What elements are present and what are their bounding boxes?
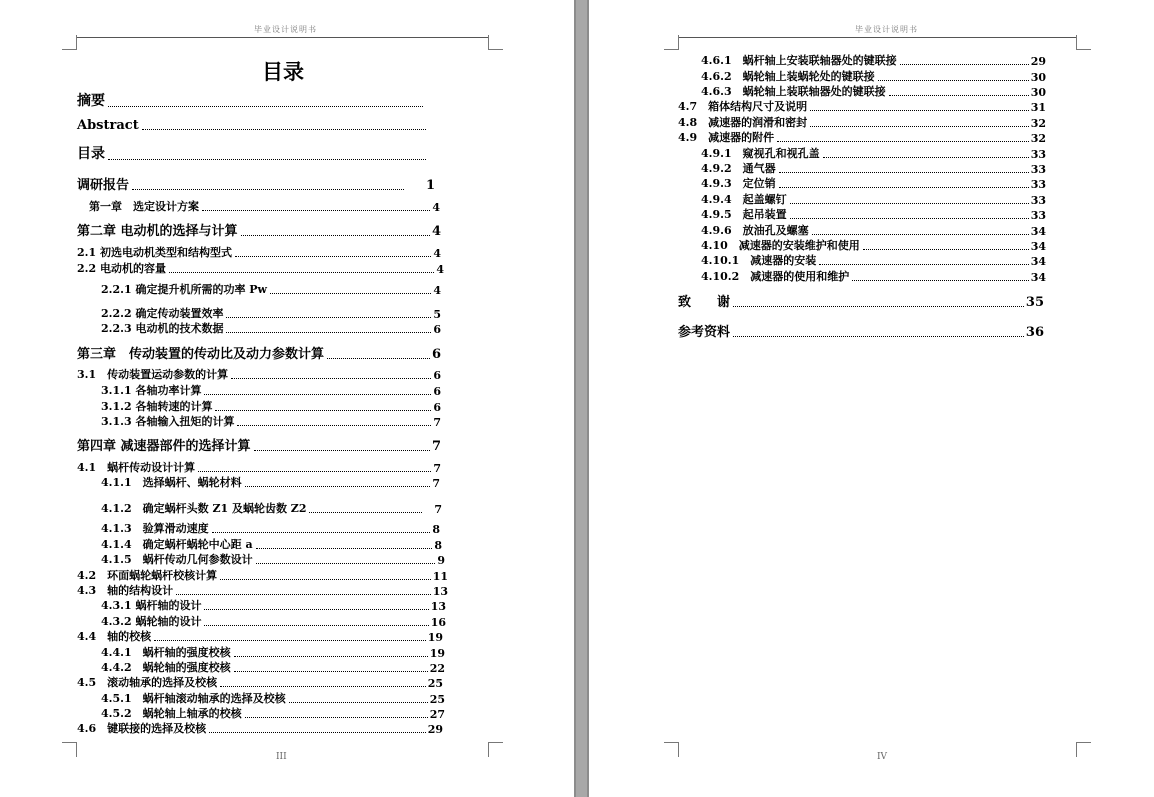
- toc-entry-page: 7: [434, 503, 442, 516]
- toc-entry[interactable]: [701, 83, 1046, 99]
- toc-entry[interactable]: [77, 628, 443, 644]
- toc-entry[interactable]: [701, 68, 1046, 84]
- toc-entry-page: 30: [1030, 71, 1046, 84]
- toc-entry[interactable]: [77, 582, 448, 598]
- dot-leader: [231, 378, 431, 379]
- dot-leader: [212, 532, 431, 533]
- toc-entry-page: 4: [431, 224, 441, 239]
- toc-entry-page: 27: [429, 708, 445, 721]
- toc-entry[interactable]: [101, 320, 441, 336]
- toc-entry-label: 致 谢: [678, 295, 731, 310]
- toc-entry-label: 4.10.2 减速器的使用和维护: [701, 270, 850, 283]
- toc-entry-label: 4.10.1 减速器的安装: [701, 254, 817, 267]
- toc-entry[interactable]: [701, 222, 1046, 238]
- toc-entry[interactable]: [101, 520, 440, 536]
- toc-entry-page: 4: [436, 263, 444, 276]
- dot-leader: [810, 110, 1029, 111]
- toc-entry-label: 3.1.3 各轴输入扭矩的计算: [101, 415, 235, 428]
- toc-entry-label: 4.9.3 定位销: [701, 177, 776, 190]
- dot-leader: [108, 159, 426, 160]
- toc-entry-label: 3.1.1 各轴功率计算: [101, 384, 202, 397]
- toc-entry-label: 4.7 箱体结构尺寸及说明: [678, 100, 808, 113]
- toc-entry-label: 4.3.2 蜗轮轴的设计: [101, 615, 202, 628]
- toc-entry-page: 33: [1030, 194, 1046, 207]
- toc-entry[interactable]: [101, 690, 445, 706]
- toc-entry-label: 目录: [77, 146, 105, 162]
- toc-entry-page: 13: [432, 585, 448, 598]
- toc-entry-page: 6: [433, 323, 441, 336]
- dot-leader: [169, 272, 434, 273]
- toc-entry-page: 32: [1030, 132, 1046, 145]
- toc-entry-label: 4.5.1 蜗杆轴滚动轴承的选择及校核: [101, 692, 286, 705]
- toc-entry-page: 19: [429, 647, 445, 660]
- crop-mark: [488, 35, 503, 50]
- toc-entry-label: 4.1.4 确定蜗杆蜗轮中心距 a: [101, 538, 253, 551]
- toc-entry-label: 4.9.2 通气器: [701, 162, 776, 175]
- page-header: 毕业设计说明书: [254, 25, 317, 34]
- crop-mark: [62, 742, 77, 757]
- toc-entry-label: 第三章 传动装置的传动比及动力参数计算: [77, 347, 325, 362]
- toc-entry[interactable]: [101, 705, 445, 721]
- toc-entry[interactable]: [101, 382, 441, 398]
- toc-entry-page: 34: [1030, 240, 1046, 253]
- dot-leader: [779, 172, 1029, 173]
- toc-entry-label: 调研报告: [77, 178, 130, 193]
- toc-entry-label: 4.4.2 蜗轮轴的强度校核: [101, 661, 231, 674]
- toc-entry-page: 7: [432, 477, 440, 490]
- toc-entry-page: 34: [1030, 271, 1046, 284]
- page-number: III: [276, 752, 287, 762]
- toc-entry-label: 参考资料: [678, 325, 731, 340]
- toc-entry-label: 4.1.2 确定蜗杆头数 Z1 及蜗轮齿数 Z2: [101, 502, 307, 515]
- dot-leader: [202, 210, 430, 211]
- toc-entry[interactable]: [101, 551, 445, 567]
- dot-leader: [142, 129, 426, 130]
- crop-mark: [664, 742, 679, 757]
- dot-leader: [237, 425, 431, 426]
- dot-leader: [777, 141, 1029, 142]
- toc-entry-label: 2.2.3 电动机的技术数据: [101, 322, 224, 335]
- dot-leader: [790, 203, 1029, 204]
- toc-entry[interactable]: [101, 474, 440, 490]
- toc-entry-page: 6: [433, 369, 441, 382]
- header-rule: [678, 37, 1076, 38]
- toc-entry-page: 13: [430, 600, 446, 613]
- dot-leader: [254, 450, 430, 451]
- dot-leader: [863, 249, 1029, 250]
- toc-entry[interactable]: [101, 613, 446, 629]
- toc-entry-page: 9: [437, 554, 445, 567]
- toc-entry-page: 4: [433, 284, 441, 297]
- toc-entry-label: 3.1 传动装置运动参数的计算: [77, 368, 229, 381]
- dot-leader: [289, 702, 428, 703]
- toc-entry-label: 4.9.1 窥视孔和视孔盖: [701, 147, 820, 160]
- dot-leader: [270, 293, 431, 294]
- dot-leader: [241, 235, 430, 236]
- dot-leader: [733, 306, 1024, 307]
- dot-leader: [235, 256, 431, 257]
- toc-entry[interactable]: [89, 198, 440, 214]
- toc-entry-page: 35: [1025, 295, 1044, 310]
- toc-entry-label: 4.6.3 蜗轮轴上装联轴器处的键联接: [701, 85, 886, 98]
- page-number: IV: [877, 752, 888, 762]
- toc-entry-page: 6: [433, 385, 441, 398]
- dot-leader: [245, 717, 428, 718]
- toc-entry-page: 33: [1030, 209, 1046, 222]
- toc-entry-label: 4.9.5 起吊装置: [701, 208, 787, 221]
- toc-title: 目录: [262, 59, 304, 84]
- crop-mark: [488, 742, 503, 757]
- toc-entry-page: 6: [433, 401, 441, 414]
- dot-leader: [226, 317, 431, 318]
- dot-leader: [823, 157, 1029, 158]
- toc-entry[interactable]: [701, 191, 1046, 207]
- dot-leader: [198, 471, 431, 472]
- toc-entry-label: 2.2.1 确定提升机所需的功率 Pw: [101, 283, 268, 296]
- dot-leader: [819, 264, 1028, 265]
- toc-entry[interactable]: [101, 659, 445, 675]
- toc-entry[interactable]: [678, 321, 1044, 340]
- header-rule: [76, 37, 488, 38]
- toc-entry[interactable]: [678, 129, 1046, 145]
- dot-leader: [215, 410, 431, 411]
- toc-entry[interactable]: [77, 567, 448, 583]
- toc-entry-page: 7: [433, 462, 441, 475]
- toc-entry-label: 4.1.3 验算滑动速度: [101, 522, 209, 535]
- toc-entry[interactable]: [77, 343, 441, 362]
- toc-entry-label: 4.2 环面蜗轮蜗杆校核计算: [77, 569, 218, 582]
- dot-leader: [889, 95, 1029, 96]
- toc-entry-page: 1: [425, 178, 435, 193]
- toc-entry-page: 33: [1030, 148, 1046, 161]
- toc-entry[interactable]: [101, 413, 441, 429]
- toc-entry-label: 4.8 减速器的润滑和密封: [678, 116, 808, 129]
- toc-entry[interactable]: [678, 291, 1044, 310]
- toc-entry[interactable]: [77, 118, 428, 133]
- toc-entry[interactable]: [77, 143, 428, 163]
- crop-mark: [664, 35, 679, 50]
- toc-entry-page: 4: [432, 201, 440, 214]
- toc-entry-page: 30: [1030, 86, 1046, 99]
- toc-entry-page: 29: [427, 723, 443, 736]
- crop-mark: [62, 35, 77, 50]
- toc-entry[interactable]: [77, 459, 441, 475]
- dot-leader: [204, 625, 428, 626]
- toc-entry-page: 22: [429, 662, 445, 675]
- toc-entry-label: 4.9.6 放油孔及螺塞: [701, 224, 809, 237]
- dot-leader: [309, 512, 422, 513]
- dot-leader: [256, 548, 433, 549]
- dot-leader: [733, 336, 1024, 337]
- toc-entry-label: 4.1.1 选择蜗杆、蜗轮材料: [101, 476, 242, 489]
- dot-leader: [176, 594, 431, 595]
- toc-entry-label: 4.5 滚动轴承的选择及校核: [77, 676, 218, 689]
- page-separator: [574, 0, 589, 797]
- toc-entry[interactable]: [77, 366, 441, 382]
- toc-entry[interactable]: [77, 90, 425, 110]
- dot-leader: [220, 579, 431, 580]
- dot-leader: [790, 218, 1029, 219]
- toc-entry-label: 2.1 初选电动机类型和结构型式: [77, 246, 232, 259]
- toc-entry-label: 4.5.2 蜗轮轴上轴承的校核: [101, 707, 242, 720]
- toc-entry-page: 19: [427, 631, 443, 644]
- toc-entry-label: 2.2.2 确定传动装置效率: [101, 307, 224, 320]
- toc-entry-label: 4.6.1 蜗杆轴上安装联轴器处的键联接: [701, 54, 897, 67]
- toc-entry[interactable]: [101, 398, 441, 414]
- toc-entry-page: 6: [431, 347, 441, 362]
- crop-mark: [1076, 35, 1091, 50]
- toc-entry-page: 4: [433, 247, 441, 260]
- dot-leader: [234, 671, 428, 672]
- toc-entry-page: 34: [1030, 225, 1046, 238]
- toc-entry[interactable]: [101, 536, 442, 552]
- document-page-left: [0, 0, 574, 797]
- toc-entry-page: 7: [433, 416, 441, 429]
- toc-entry-label: 4.1 蜗杆传动设计计算: [77, 461, 196, 474]
- toc-entry[interactable]: [101, 644, 445, 660]
- dot-leader: [779, 187, 1029, 188]
- toc-entry-page: 33: [1030, 178, 1046, 191]
- toc-entry[interactable]: [678, 98, 1046, 114]
- toc-entry-label: 4.6 键联接的选择及校核: [77, 722, 207, 735]
- dot-leader: [852, 280, 1028, 281]
- dot-leader: [220, 686, 426, 687]
- toc-entry-page: 29: [1030, 55, 1046, 68]
- toc-entry[interactable]: [101, 597, 446, 613]
- toc-entry-page: 33: [1030, 163, 1046, 176]
- dot-leader: [812, 234, 1029, 235]
- toc-entry-label: 4.4.1 蜗杆轴的强度校核: [101, 646, 231, 659]
- toc-entry[interactable]: [77, 674, 443, 690]
- toc-entry[interactable]: [101, 305, 441, 321]
- toc-entry[interactable]: [77, 435, 441, 454]
- dot-leader: [234, 656, 428, 657]
- toc-entry-page: 16: [430, 616, 446, 629]
- toc-entry-label: 4.10 减速器的安装维护和使用: [701, 239, 860, 252]
- toc-entry-page: 25: [427, 677, 443, 690]
- dot-leader: [108, 106, 423, 107]
- toc-entry-label: 第一章 选定设计方案: [89, 200, 199, 213]
- toc-entry[interactable]: [101, 500, 442, 516]
- toc-entry-label: 4.6.2 蜗轮轴上装蜗轮处的键联接: [701, 70, 875, 83]
- toc-entry-page: 25: [429, 693, 445, 706]
- toc-entry-page: 8: [432, 523, 440, 536]
- toc-entry-page: 8: [434, 539, 442, 552]
- toc-entry-label: 2.2 电动机的容量: [77, 262, 166, 275]
- dot-leader: [209, 732, 426, 733]
- dot-leader: [900, 64, 1029, 65]
- dot-leader: [204, 609, 428, 610]
- toc-entry-label: 摘要: [77, 93, 105, 109]
- toc-entry[interactable]: [77, 720, 443, 736]
- toc-entry[interactable]: [701, 252, 1046, 268]
- dot-leader: [154, 640, 426, 641]
- dot-leader: [878, 80, 1029, 81]
- dot-leader: [226, 332, 431, 333]
- toc-entry-label: 4.9.4 起盖螺钉: [701, 193, 787, 206]
- toc-entry[interactable]: [101, 281, 441, 297]
- dot-leader: [256, 563, 436, 564]
- toc-entry[interactable]: [77, 260, 444, 276]
- toc-entry[interactable]: [77, 174, 435, 193]
- toc-entry[interactable]: [701, 175, 1046, 191]
- toc-entry[interactable]: [77, 220, 441, 239]
- toc-entry[interactable]: [701, 268, 1046, 284]
- crop-mark: [1076, 742, 1091, 757]
- toc-entry[interactable]: [678, 114, 1046, 130]
- toc-entry-label: 3.1.2 各轴转速的计算: [101, 400, 213, 413]
- toc-entry-label: 4.3.1 蜗杆轴的设计: [101, 599, 202, 612]
- toc-entry-label: 4.1.5 蜗杆传动几何参数设计: [101, 553, 253, 566]
- toc-entry-page: 31: [1030, 101, 1046, 114]
- toc-entry-page: 34: [1030, 255, 1046, 268]
- toc-entry[interactable]: [701, 52, 1046, 68]
- toc-entry-label: Abstract: [77, 118, 139, 133]
- toc-entry-page: 32: [1030, 117, 1046, 130]
- toc-entry[interactable]: [701, 206, 1046, 222]
- toc-entry-label: 第四章 减速器部件的选择计算: [77, 439, 251, 454]
- dot-leader: [132, 189, 404, 190]
- document-page-right: [589, 0, 1154, 797]
- dot-leader: [327, 358, 430, 359]
- toc-entry[interactable]: [701, 237, 1046, 253]
- toc-entry-label: 4.3 轴的结构设计: [77, 584, 174, 597]
- toc-entry-page: 5: [433, 308, 441, 321]
- dot-leader: [204, 394, 431, 395]
- dot-leader: [245, 486, 431, 487]
- toc-entry-label: 4.4 轴的校核: [77, 630, 152, 643]
- toc-entry-label: 第二章 电动机的选择与计算: [77, 224, 238, 239]
- toc-entry-page: 7: [431, 439, 441, 454]
- dot-leader: [810, 126, 1029, 127]
- toc-entry-page: 36: [1025, 325, 1044, 340]
- page-header: 毕业设计说明书: [855, 25, 918, 34]
- toc-entry[interactable]: [701, 160, 1046, 176]
- toc-entry-page: 11: [432, 570, 448, 583]
- toc-entry[interactable]: [701, 145, 1046, 161]
- toc-entry-label: 4.9 减速器的附件: [678, 131, 775, 144]
- toc-entry[interactable]: [77, 244, 441, 260]
